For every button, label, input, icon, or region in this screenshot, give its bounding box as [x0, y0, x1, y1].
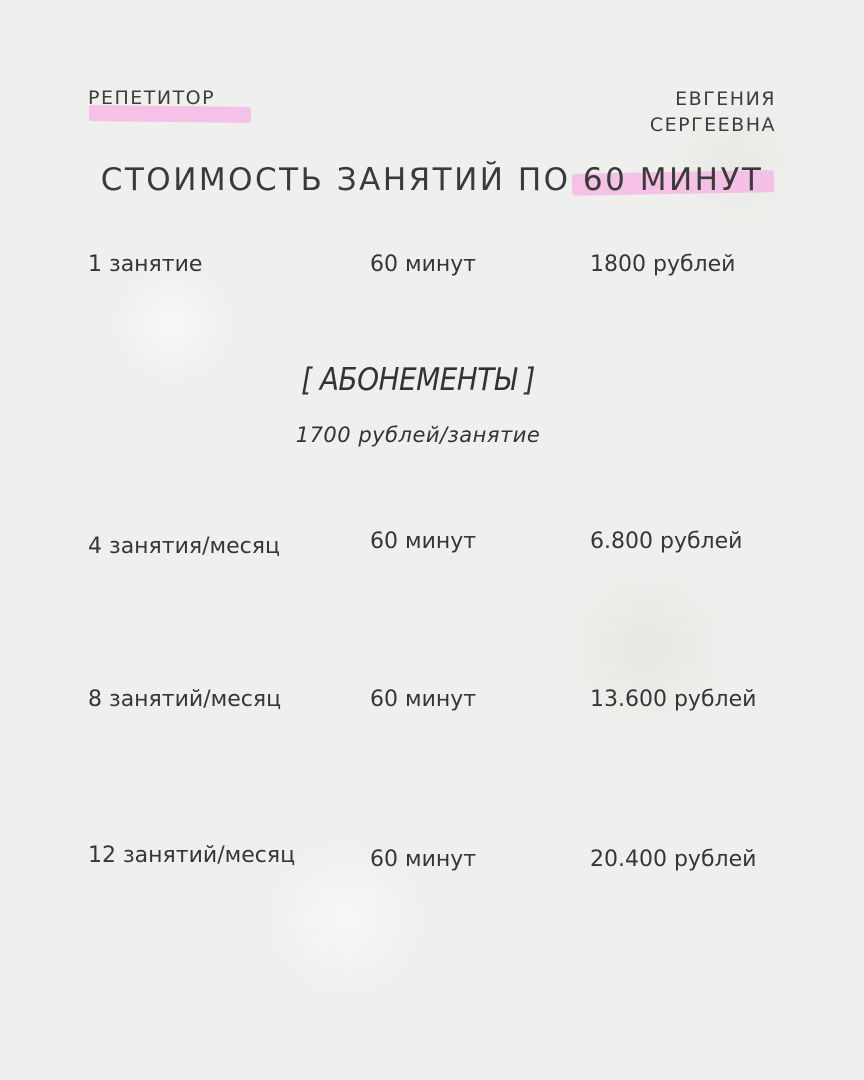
single-duration: 60 минут [370, 252, 477, 277]
subscription-duration: 60 минут [370, 529, 477, 554]
page-title [0, 162, 864, 198]
single-price: 1800 рублей [590, 252, 736, 277]
subscription-sessions: 4 занятия/месяц [88, 534, 280, 559]
tutor-patronymic: СЕРГЕЕВНА [649, 114, 776, 136]
subscription-price: 13.600 рублей [590, 687, 757, 712]
subscription-duration: 60 минут [370, 847, 477, 872]
subscription-price: 20.400 рублей [590, 847, 757, 872]
tutor-name [650, 86, 776, 138]
subscription-sessions: 8 занятий/месяц [88, 687, 282, 712]
subscription-price: 6.800 рублей [590, 529, 743, 554]
subscriptions-rate: 1700 рублей/занятие [295, 423, 541, 447]
single-sessions: 1 занятие [88, 252, 203, 277]
page-title-accent: 60 МИНУТ [582, 162, 764, 198]
tutor-label: РЕПЕТИТОР [88, 87, 216, 109]
subscription-duration: 60 минут [370, 687, 477, 712]
page-title-prefix: СТОИМОСТЬ ЗАНЯТИЙ ПО [100, 162, 583, 198]
subscription-sessions: 12 занятий/месяц [88, 843, 296, 868]
tutor-first-name: ЕВГЕНИЯ [675, 88, 776, 110]
subscriptions-title: [ АБОНЕМЕНТЫ ] [301, 362, 535, 398]
